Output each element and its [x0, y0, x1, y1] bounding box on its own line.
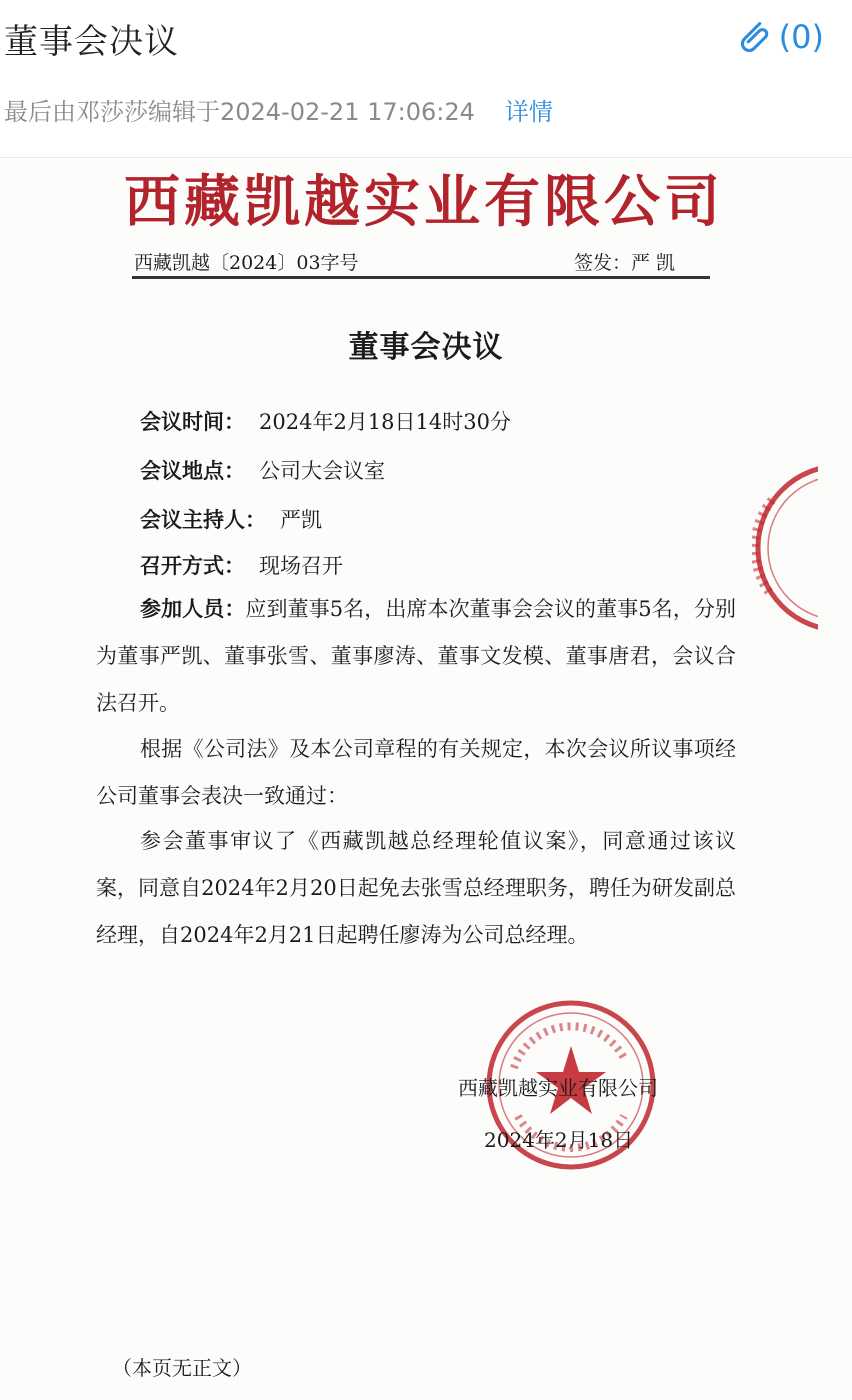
last-edited-text: 最后由邓莎莎编辑于2024-02-21 17:06:24	[4, 98, 475, 126]
field-value: 严凯	[280, 508, 322, 532]
company-letterhead: 西藏凯越实业有限公司	[124, 169, 724, 235]
header-divider	[132, 276, 710, 279]
signature-date: 2024年2月18日	[484, 1128, 634, 1152]
attachment-button[interactable]	[731, 14, 824, 60]
edit-meta	[4, 92, 553, 127]
field-label: 会议地点：	[140, 459, 245, 483]
footer-note: （本页无正文）	[112, 1356, 252, 1380]
attendees-paragraph	[96, 586, 736, 727]
field-value: 公司大会议室	[259, 459, 385, 483]
field-value: 2024年2月18日14时30分	[259, 410, 511, 434]
basis-paragraph: 根据《公司法》及本公司章程的有关规定，本次会议所议事项经公司董事会表决一致通过：	[96, 737, 736, 808]
field-label: 会议主持人：	[140, 508, 266, 532]
field-meeting-host	[140, 504, 322, 534]
field-label: 会议时间：	[140, 410, 245, 434]
page-title: 董事会决议	[4, 22, 179, 62]
field-label: 召开方式：	[140, 554, 245, 578]
edge-seal-icon	[752, 460, 818, 636]
app-header	[0, 0, 852, 158]
details-link[interactable]: 详情	[504, 98, 553, 126]
document-signer: 签发：严 凯	[574, 252, 676, 274]
paperclip-icon	[731, 14, 777, 60]
document-title: 董事会决议	[348, 330, 504, 365]
attachment-count: (0)	[778, 18, 824, 56]
signature-company: 西藏凯越实业有限公司	[458, 1076, 658, 1100]
field-value: 现场召开	[259, 554, 343, 578]
field-meeting-place	[140, 455, 385, 485]
attendees-label: 参加人员：	[140, 597, 246, 621]
field-meeting-time	[140, 406, 511, 436]
document-image	[0, 158, 852, 1400]
document-number: 西藏凯越〔2024〕03字号	[134, 252, 359, 274]
resolution-paragraph: 参会董事审议了《西藏凯越总经理轮值议案》，同意通过该议案，同意自2024年2月20日起免去张雪总经理职务，聘任为研发副总经理，自2024年2月21日起聘任廖涛为公司总经理。	[96, 829, 736, 947]
field-meeting-format	[140, 550, 343, 580]
attendees-text: 应到董事5名，出席本次董事会会议的董事5名，分别为董事严凯、董事张雪、董事廖涛、董事文发模、董事唐君，会议合法召开。	[96, 597, 736, 715]
